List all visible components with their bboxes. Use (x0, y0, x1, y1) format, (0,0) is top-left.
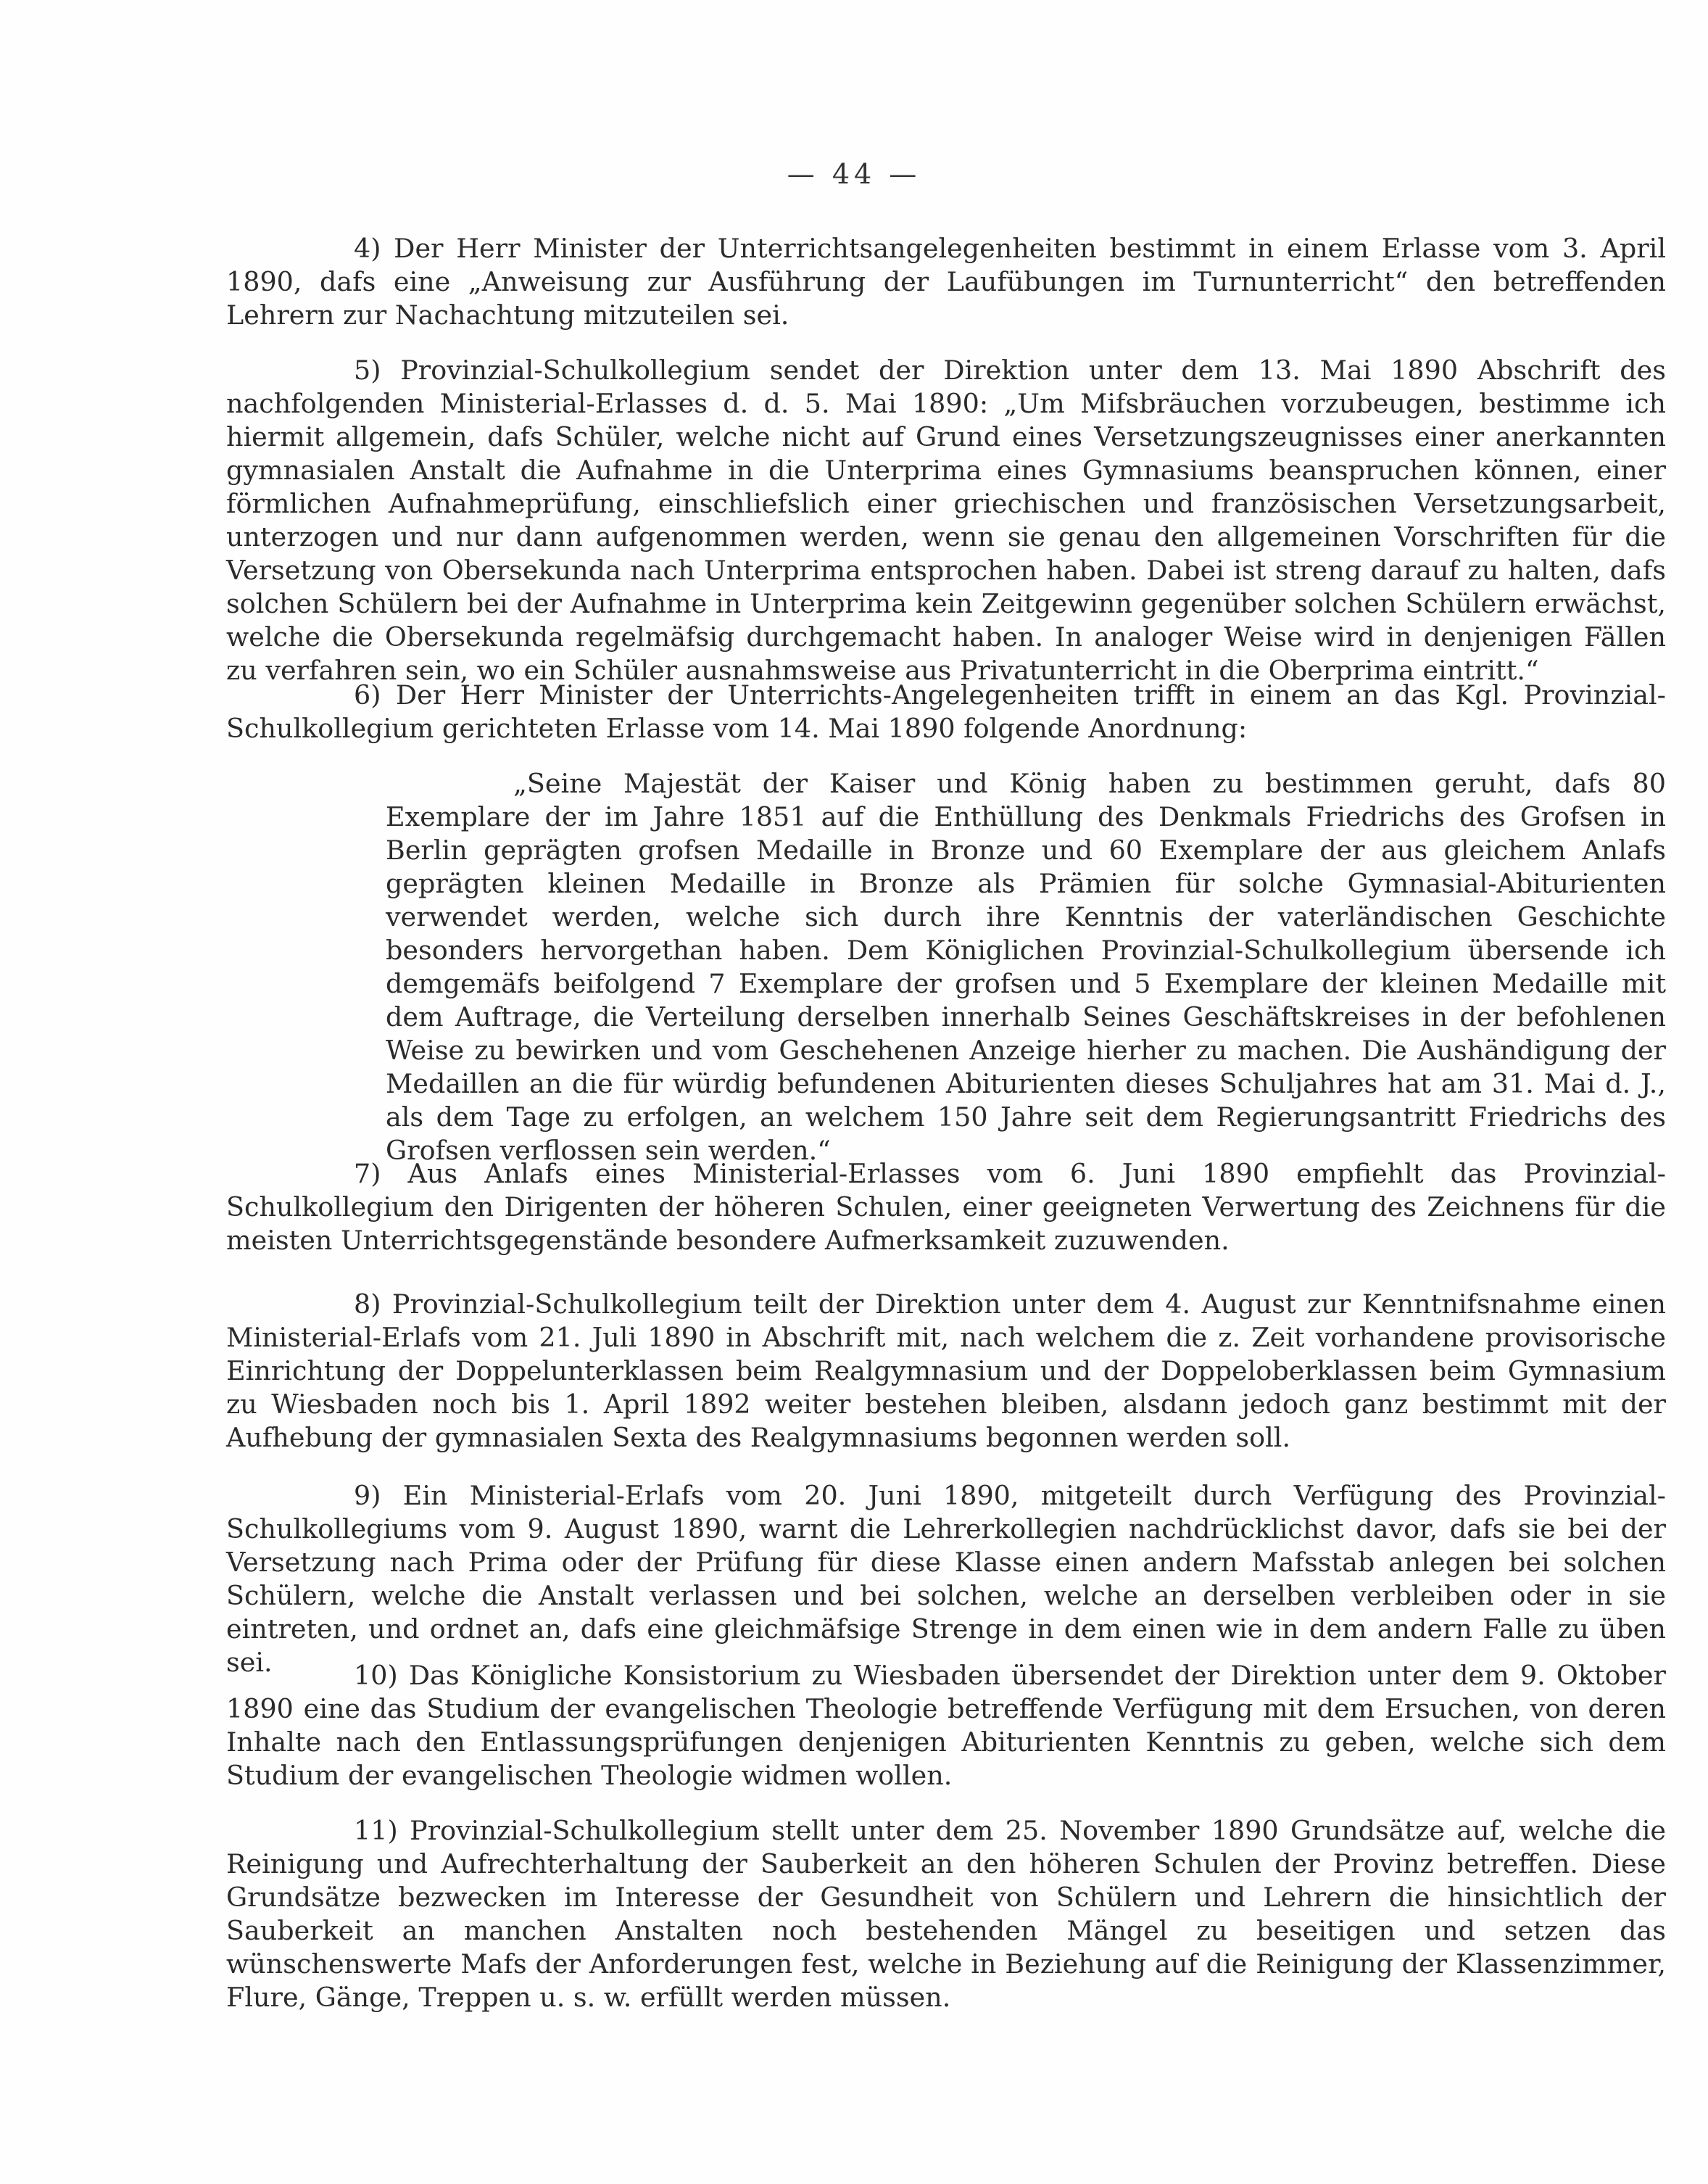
paragraph-6-quote-text: „Seine Majestät der Kaiser und König haben zu bestimmen geruht, dafs 80 Exemplare der im Jahre 1851 auf die Enthüllung des Denkmals Friedrichs des Grofsen in Berlin geprägten grofsen Medaille in Bronze und 60 Exemplare der aus gleichem Anlafs geprägten kleinen Medaille in Bronze als Prämien für solche Gymnasial-Abiturienten verwendet werden, welche sich durch ihre Kenntnis der vaterländischen Geschichte besonders hervorgethan haben. Dem Königlichen Provinzial-Schulkollegium übersende ich demgemäfs beifolgend 7 Exemplare der grofsen und 5 Exemplare der kleinen Medaille mit dem Auftrage, die Verteilung derselben innerhalb Seines Geschäftskreises in der befohlenen Weise zu bewirken und vom Geschehenen Anzeige hierher zu machen. Die Aushändigung der Medaillen an die für würdig befundenen Abiturienten dieses Schuljahres hat am 31. Mai d. J., als dem Tage zu erfolgen, an welchem 150 Jahre seit dem Regierungsantritt Friedrichs des Grofsen verflossen sein werden.“ (386, 768, 1666, 1166)
paragraph-10-text: 10) Das Königliche Konsistorium zu Wiesbaden übersendet der Direktion unter dem 9. Oktober 1890 eine das Studium der evangelischen Theologie betreffende Verfügung mit dem Ersuchen, von deren Inhalte nach den Entlassungsprüfungen denjenigen Abiturienten Kenntnis zu geben, welche sich dem Studium der evangelischen Theologie widmen wollen. (226, 1660, 1666, 1791)
paragraph-7 (226, 1157, 1666, 1257)
paragraph-4 (226, 232, 1666, 332)
paragraph-11-text: 11) Provinzial-Schulkollegium stellt unter dem 25. November 1890 Grundsätze auf, welche die Reinigung und Aufrechterhaltung der Sauberkeit an den höheren Schulen der Provinz betreffen. Diese Grundsätze bezwecken im Interesse der Gesundheit von Schülern und Lehrern die hinsichtlich der Sauberkeit an manchen Anstalten noch bestehenden Mängel zu beseitigen und setzen das wünschenswerte Mafs der Anforderungen fest, welche in Beziehung auf die Reinigung der Klassenzimmer, Flure, Gänge, Treppen u. s. w. erfüllt werden müssen. (226, 1815, 1666, 2013)
paragraph-5 (226, 354, 1666, 687)
paragraph-8-text: 8) Provinzial-Schulkollegium teilt der Direktion unter dem 4. August zur Kenntnifsnahme einen Ministerial-Erlafs vom 21. Juli 1890 in Abschrift mit, nach welchem die z. Zeit vorhandene provisorische Einrichtung der Doppelunterklassen beim Realgymnasium und der Doppeloberklassen beim Gymnasium zu Wiesbaden noch bis 1. April 1892 weiter bestehen bleiben, alsdann jedoch ganz bestimmt mit der Aufhebung der gymnasialen Sexta des Realgymnasiums begonnen werden soll. (226, 1289, 1666, 1453)
paragraph-4-text: 4) Der Herr Minister der Unterrichtsangelegenheiten bestimmt in einem Erlasse vom 3. April 1890, dafs eine „Anweisung zur Ausführung der Laufübungen im Turnunterricht“ den betreffenden Lehrern zur Nachachtung mitzuteilen sei. (226, 233, 1666, 331)
paragraph-6-text: 6) Der Herr Minister der Unterrichts-Angelegenheiten trifft in einem an das Kgl. Provinzial-Schulkollegium gerichteten Erlasse vom 14. Mai 1890 folgende Anordnung: (226, 679, 1666, 744)
paragraph-10 (226, 1659, 1666, 1792)
paragraph-9 (226, 1479, 1666, 1679)
paragraph-9-text: 9) Ein Ministerial-Erlafs vom 20. Juni 1890, mitgeteilt durch Verfügung des Provinzial-Schulkollegiums vom 9. August 1890, warnt die Lehrerkollegien nachdrücklichst davor, dafs sie bei der Versetzung nach Prima oder der Prüfung für diese Klasse einen andern Mafsstab anlegen bei solchen Schülern, welche die Anstalt verlassen und bei solchen, welche an derselben verbleiben oder in sie eintreten, und ordnet an, dafs eine gleichmäfsige Strenge in dem einen wie in dem andern Falle zu üben sei. (226, 1480, 1666, 1678)
page-number: — 44 — (787, 158, 921, 190)
paragraph-6 (226, 679, 1666, 745)
paragraph-6-quote (226, 767, 1666, 1167)
paragraph-7-text: 7) Aus Anlafs eines Ministerial-Erlasses vom 6. Juni 1890 empfiehlt das Provinzial-Schulkollegium den Dirigenten der höheren Schulen, einer geeigneten Verwertung des Zeichnens für die meisten Unterrichtsgegenstände besondere Aufmerksamkeit zuzuwenden. (226, 1158, 1666, 1256)
paragraph-8 (226, 1288, 1666, 1455)
paragraph-11 (226, 1814, 1666, 2014)
paragraph-5-text: 5) Provinzial-Schulkollegium sendet der Direktion unter dem 13. Mai 1890 Abschrift des nachfolgenden Ministerial-Erlasses d. d. 5. Mai 1890: „Um Mifsbräuchen vorzubeugen, bestimme ich hiermit allgemein, dafs Schüler, welche nicht auf Grund eines Versetzungszeugnisses einer anerkannten gymnasialen Anstalt die Aufnahme in die Unterprima eines Gymnasiums beanspruchen können, einer förmlichen Aufnahmeprüfung, einschliefslich einer griechischen und französischen Versetzungsarbeit, unterzogen und nur dann aufgenommen werden, wenn sie genau den allgemeinen Vorschriften für die Versetzung von Obersekunda nach Unterprima entsprochen haben. Dabei ist streng darauf zu halten, dafs solchen Schülern bei der Aufnahme in Unterprima kein Zeitgewinn gegenüber solchen Schülern erwächst, welche die Obersekunda regelmäfsig durchgemacht haben. In analoger Weise wird in denjenigen Fällen zu verfahren sein, wo ein Schüler ausnahmsweise aus Privatunterricht in die Oberprima eintritt.“ (226, 355, 1666, 686)
